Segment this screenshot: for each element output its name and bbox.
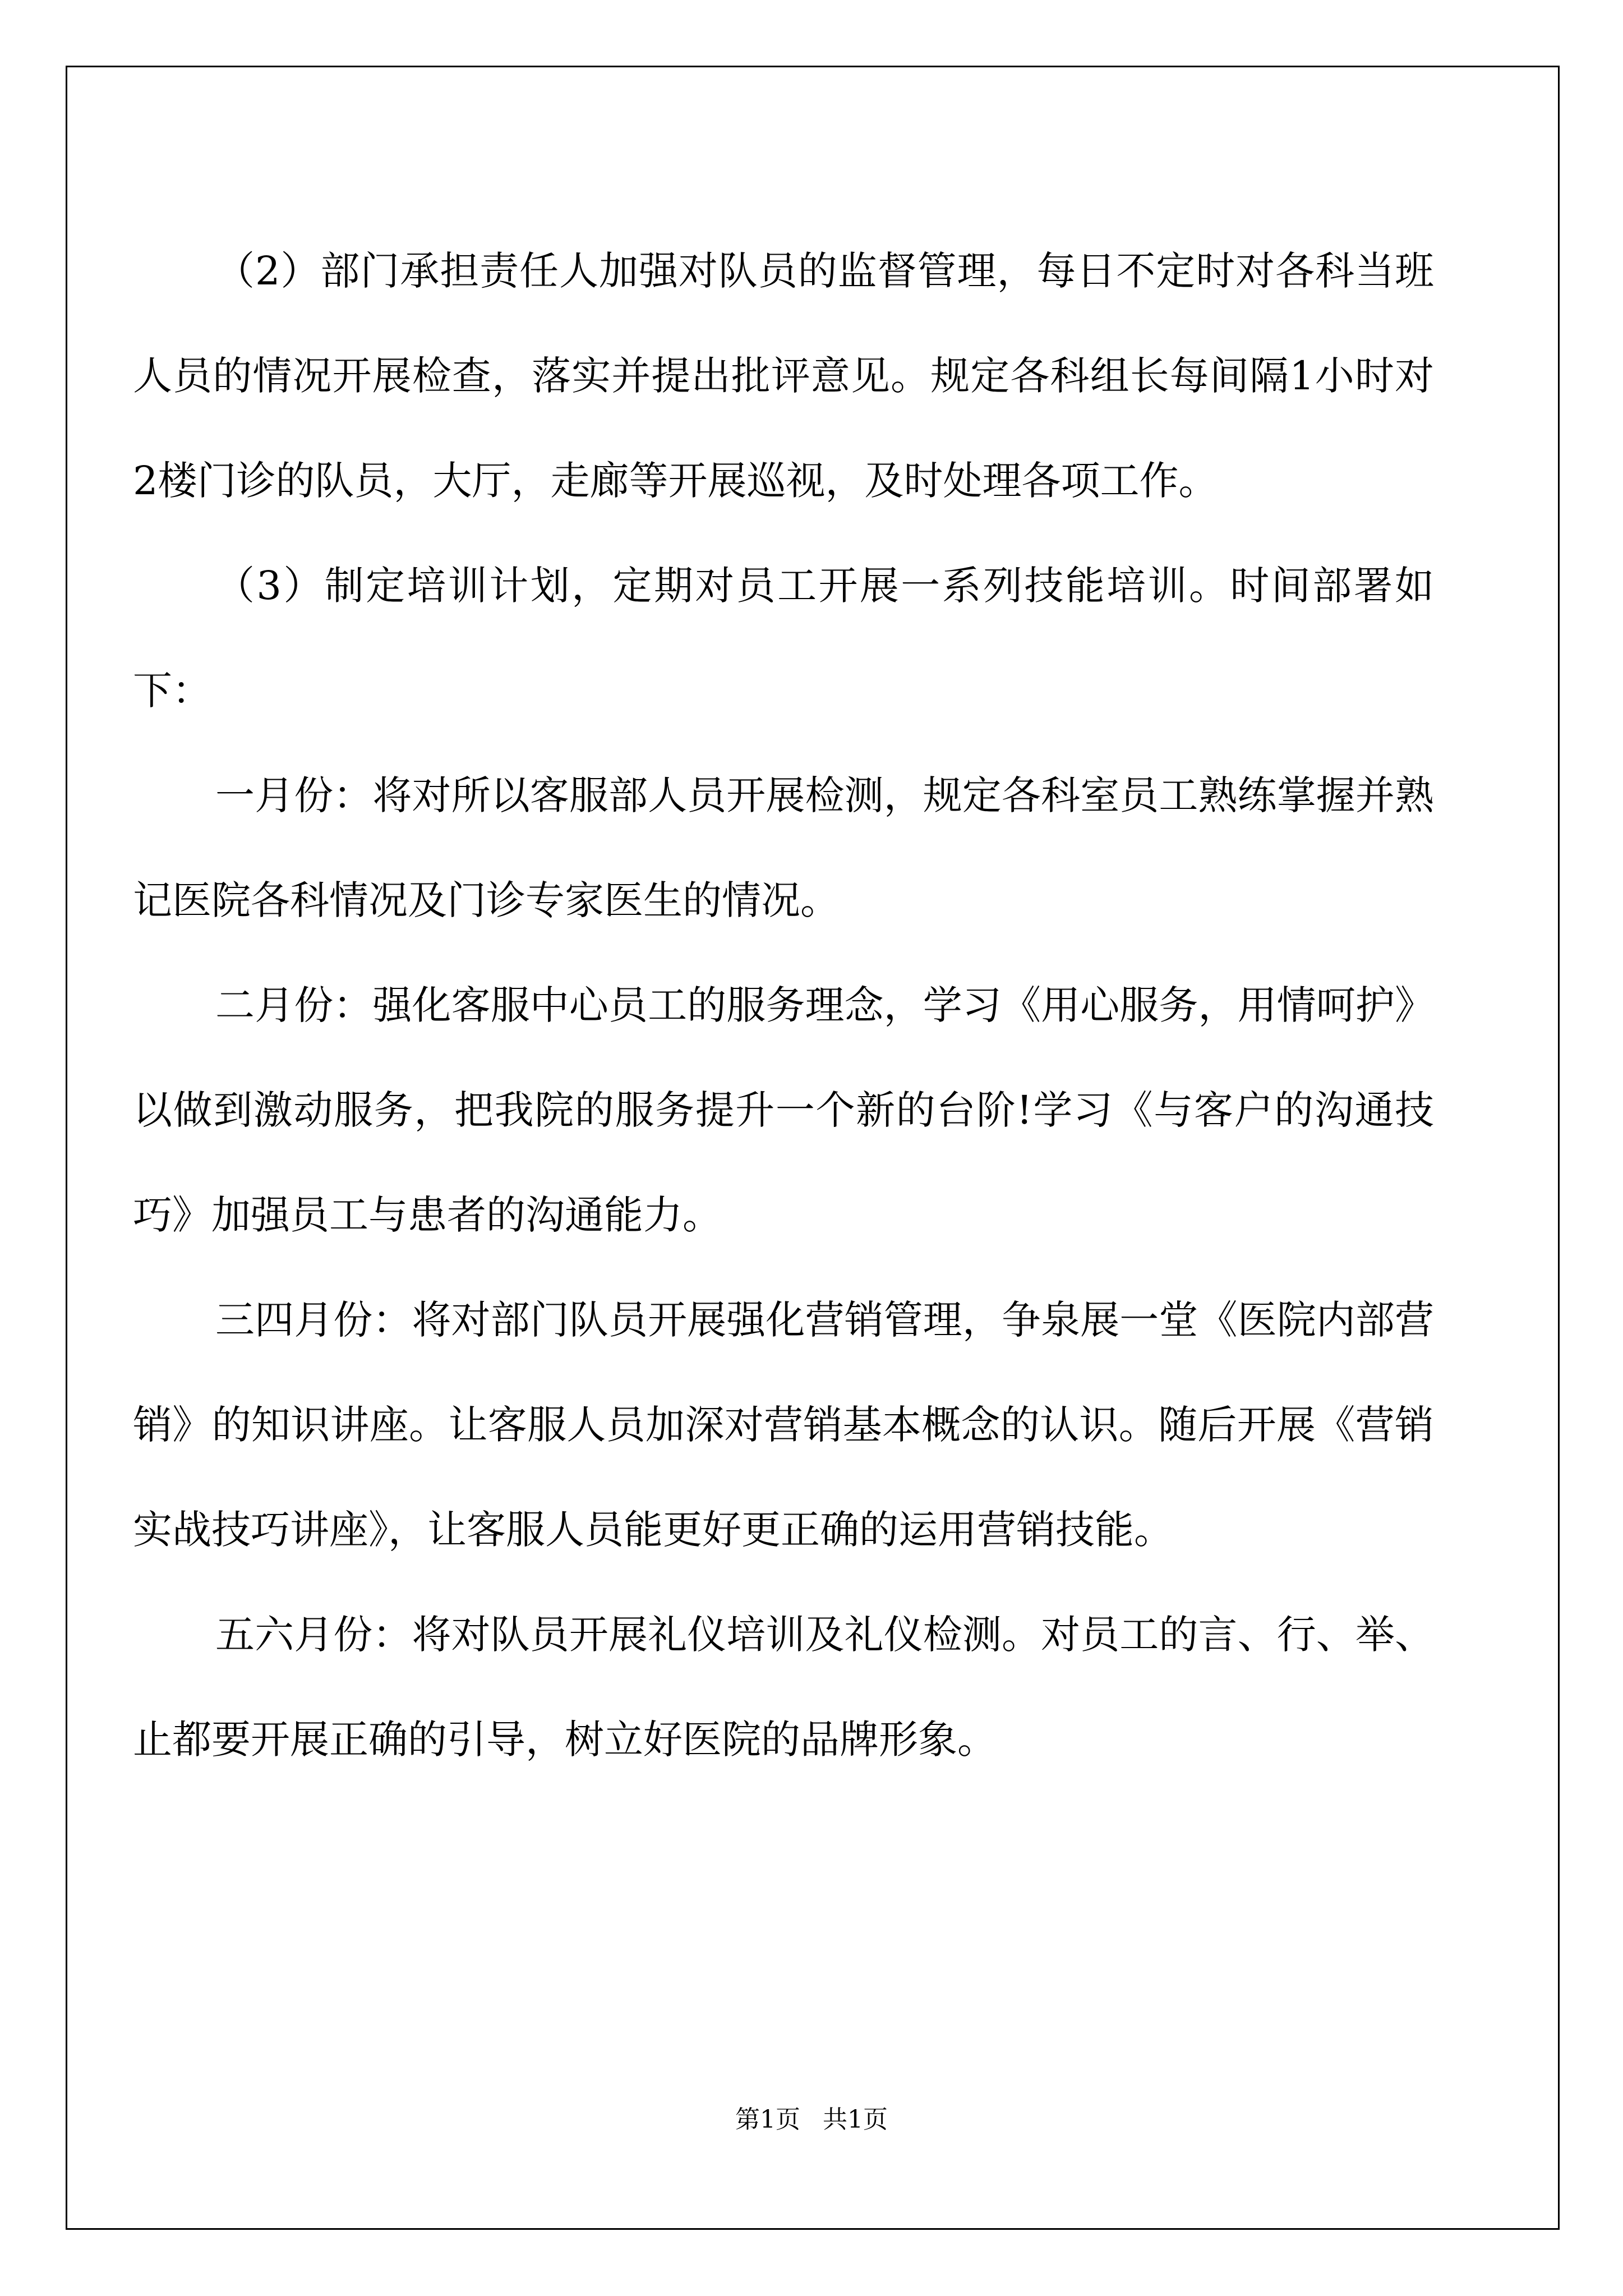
document-body <box>133 219 1434 1792</box>
page-footer <box>0 2099 1623 2135</box>
page-total: 共1页 <box>823 2105 888 2134</box>
paragraph-march-april: 三四月份：将对部门队员开展强化营销管理，争泉展一堂《医院内部营销》的知识讲座。让客服人员加深对营销基本概念的认识。随后开展《营销实战技巧讲座》，让客服人员能更好更正确的运用营销技能。 <box>133 1297 1434 1553</box>
paragraph-training-plan: （3）制定培训计划，定期对员工开展一系列技能培训。时间部署如下： <box>133 563 1434 714</box>
paragraph-january: 一月份：将对所以客服部人员开展检测，规定各科室员工熟练掌握并熟记医院各科情况及门诊专家医生的情况。 <box>133 772 1434 923</box>
page-number: 第1页 <box>735 2105 800 2134</box>
paragraph-february: 二月份：强化客服中心员工的服务理念，学习《用心服务，用情呵护》以做到激动服务，把我院的服务提升一个新的台阶!学习《与客户的沟通技巧》加强员工与患者的沟通能力。 <box>133 982 1434 1238</box>
paragraph-may-june: 五六月份：将对队员开展礼仪培训及礼仪检测。对员工的言、行、举、止都要开展正确的引导，树立好医院的品牌形象。 <box>133 1612 1434 1763</box>
paragraph-supervision: （2）部门承担责任人加强对队员的监督管理，每日不定时对各科当班人员的情况开展检查，落实并提出批评意见。规定各科组长每间隔1小时对2楼门诊的队员，大厅，走廊等开展巡视，及时处理各项工作。 <box>133 248 1434 504</box>
